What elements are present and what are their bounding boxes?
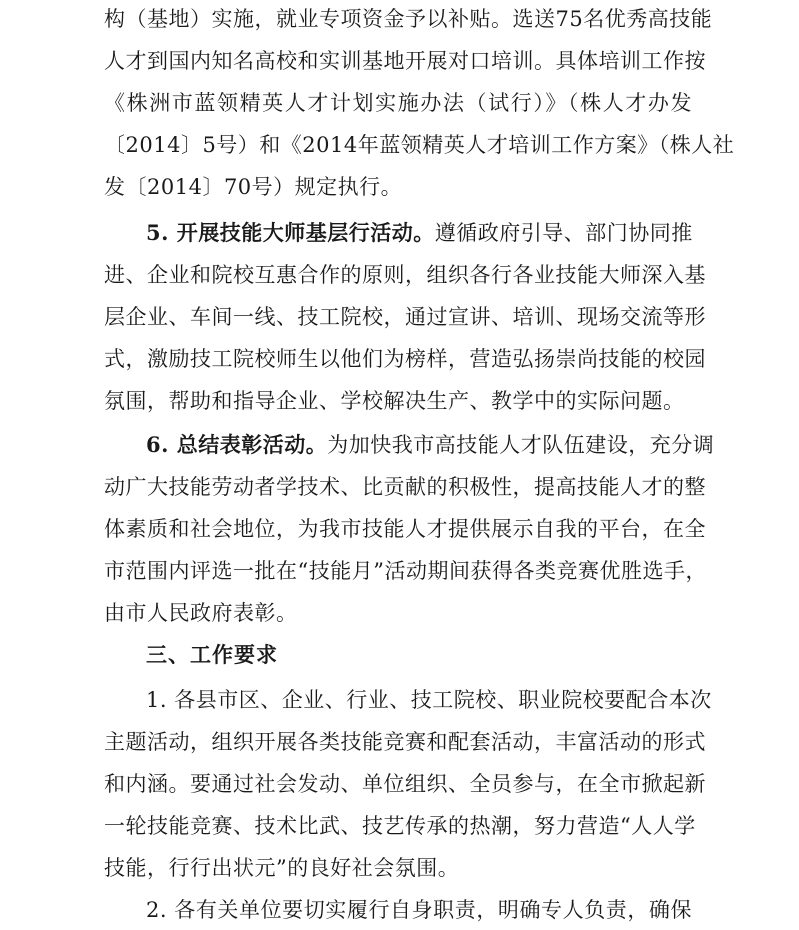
item-5-first-line-text: 遵循政府引导、部门协同推 (434, 221, 693, 245)
paragraph-line: 构（基地）实施，就业专项资金予以补贴。选送75名优秀高技能 (104, 7, 713, 31)
paragraph-line: 动广大技能劳动者学技术、比贡献的积极性，提高技能人才的整 (104, 475, 706, 499)
paragraph-line: 进、企业和院校互惠合作的原则，组织各行各业技能大师深入基 (104, 263, 706, 287)
requirement-1-first-line: 1. 各县市区、企业、行业、技工院校、职业院校要配合本次 (146, 688, 712, 712)
item-5-first-line (146, 213, 692, 253)
paragraph-line: 技能，行行出状元”的良好社会氛围。 (104, 856, 460, 880)
paragraph-line: 一轮技能竞赛、技术比武、技艺传承的热潮，努力营造“人人学 (104, 814, 696, 838)
paragraph-line: 主题活动，组织开展各类技能竞赛和配套活动，丰富活动的形式 (104, 730, 706, 754)
item-5-title: 5. 开展技能大师基层行活动。 (146, 220, 435, 245)
paragraph-line: 氛围，帮助和指导企业、学校解决生产、教学中的实际问题。 (104, 389, 685, 413)
section-heading: 三、工作要求 (146, 643, 278, 667)
item-6-title: 6. 总结表彰活动。 (146, 432, 328, 457)
paragraph-line: 市范围内评选一批在“技能月”活动期间获得各类竞赛优胜选手， (104, 559, 707, 583)
paragraph-line: 式，激励技工院校师生以他们为榜样，营造弘扬崇尚技能的校园 (104, 347, 706, 371)
item-6-first-line-text: 为加快我市高技能人才队伍建设，充分调 (327, 433, 715, 457)
paragraph-line: 由市人民政府表彰。 (104, 601, 298, 625)
paragraph-line: 人才到国内知名高校和实训基地开展对口培训。具体培训工作按 (104, 49, 706, 73)
paragraph-line: 《株洲市蓝领精英人才计划实施办法（试行）》（株人才办发 (104, 91, 692, 115)
paragraph-line: 〔2014〕5号）和《2014年蓝领精英人才培训工作方案》（株人社 (104, 133, 735, 157)
item-6-first-line (146, 425, 715, 465)
paragraph-line: 体素质和社会地位，为我市技能人才提供展示自我的平台，在全 (104, 517, 706, 541)
requirement-2-first-line: 2. 各有关单位要切实履行自身职责，明确专人负责，确保 (146, 898, 692, 922)
paragraph-line: 发〔2014〕70号）规定执行。 (104, 175, 403, 199)
paragraph-line: 和内涵。要通过社会发动、单位组织、全员参与，在全市掀起新 (104, 772, 706, 796)
paragraph-line: 层企业、车间一线、技工院校，通过宣讲、培训、现场交流等形 (104, 305, 706, 329)
